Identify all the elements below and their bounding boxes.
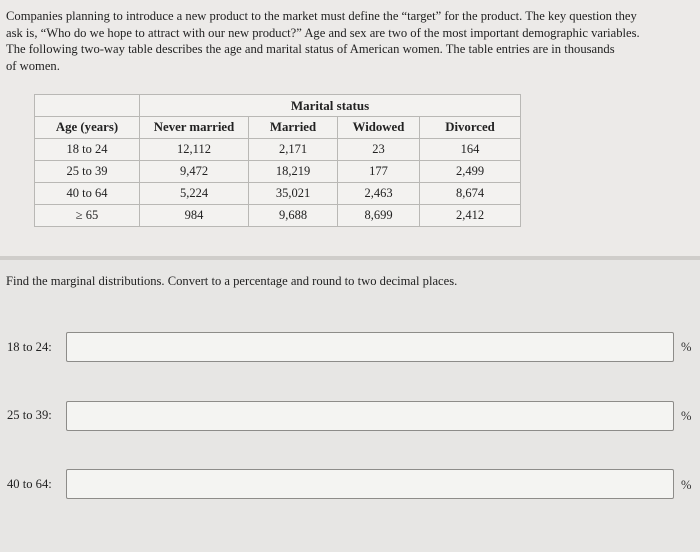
table-cell: 5,224 (140, 183, 249, 205)
table-cell: 2,499 (420, 161, 521, 183)
table-header-row (35, 117, 521, 139)
table-cell: 23 (338, 139, 420, 161)
table-group-header-row (35, 95, 521, 117)
answer-label-18-to-24: 18 to 24: (7, 340, 52, 354)
problem-line-2: ask is, “Who do we hope to attract with our new product?” Age and sex are two of the most important demographic variables. (6, 25, 640, 40)
column-header-divorced: Divorced (420, 117, 521, 139)
percent-unit-25-to-39: % (681, 409, 692, 423)
table-cell: 9,472 (140, 161, 249, 183)
table-cell: 8,674 (420, 183, 521, 205)
marital-status-header: Marital status (140, 95, 521, 117)
table-cell: ≥ 65 (35, 205, 140, 227)
table-cell: 2,463 (338, 183, 420, 205)
table-cell: 984 (140, 205, 249, 227)
answer-label-25-to-39: 25 to 39: (7, 408, 52, 422)
table-cell: 12,112 (140, 139, 249, 161)
percent-unit-40-to-64: % (681, 478, 692, 492)
table-cell: 25 to 39 (35, 161, 140, 183)
answer-input-18-to-24[interactable] (67, 333, 673, 361)
table-cell: 2,171 (249, 139, 338, 161)
table-cell: 8,699 (338, 205, 420, 227)
table-cell: 35,021 (249, 183, 338, 205)
table-row (35, 183, 521, 205)
answer-box-40-to-64[interactable] (66, 469, 674, 499)
column-header-age: Age (years) (35, 117, 140, 139)
answer-input-40-to-64[interactable] (67, 470, 673, 498)
two-way-table (34, 94, 521, 227)
column-header-widowed: Widowed (338, 117, 420, 139)
table-cell: 164 (420, 139, 521, 161)
table-corner-cell (35, 95, 140, 117)
table-cell: 2,412 (420, 205, 521, 227)
percent-unit-18-to-24: % (681, 340, 692, 354)
table-cell: 18,219 (249, 161, 338, 183)
problem-statement (6, 8, 696, 74)
table-cell: 18 to 24 (35, 139, 140, 161)
problem-panel (0, 0, 700, 258)
answer-input-25-to-39[interactable] (67, 402, 673, 430)
answer-box-18-to-24[interactable] (66, 332, 674, 362)
column-header-married: Married (249, 117, 338, 139)
column-header-never-married: Never married (140, 117, 249, 139)
table-row (35, 205, 521, 227)
table-cell: 40 to 64 (35, 183, 140, 205)
table-row (35, 139, 521, 161)
table-row (35, 161, 521, 183)
question-text: Find the marginal distributions. Convert to a percentage and round to two decimal places. (6, 274, 458, 288)
answer-box-25-to-39[interactable] (66, 401, 674, 431)
table-cell: 9,688 (249, 205, 338, 227)
problem-line-3: The following two-way table describes the age and marital status of American women. The table entries are in thousands (6, 42, 615, 57)
table-cell: 177 (338, 161, 420, 183)
problem-line-1: Companies planning to introduce a new product to the market must define the “target” for the product. The key question they (6, 9, 637, 23)
answer-label-40-to-64: 40 to 64: (7, 477, 52, 491)
problem-line-4: of women. (6, 58, 60, 73)
